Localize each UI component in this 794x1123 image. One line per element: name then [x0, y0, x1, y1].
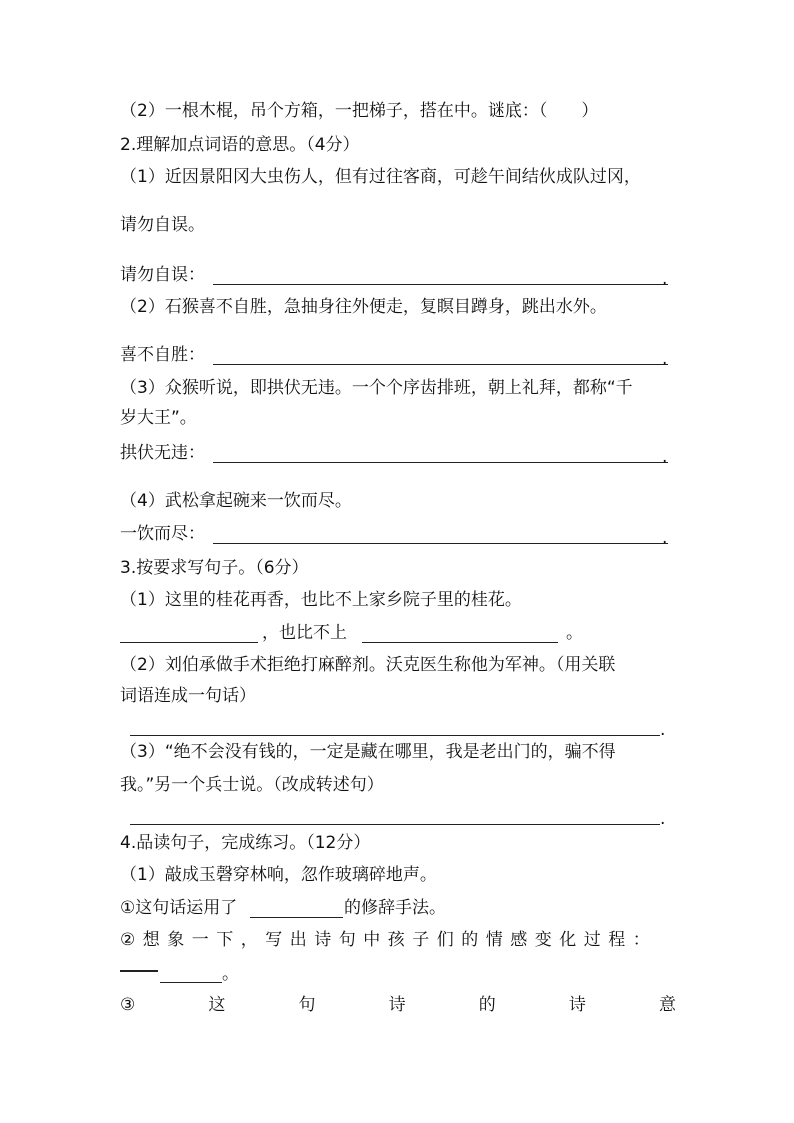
answer-blank[interactable]	[362, 642, 558, 643]
char: 的	[478, 995, 496, 1015]
question-line: ①这句话运用了	[120, 898, 238, 918]
answer-blank[interactable]	[213, 462, 668, 463]
answer-blank[interactable]	[213, 364, 668, 365]
answer-blank[interactable]	[120, 642, 258, 643]
question-line-end: 。	[222, 964, 239, 984]
question-line: （1）敲成玉磬穿林响，忽作玻璃碎地声。	[120, 865, 437, 885]
answer-blank[interactable]	[250, 917, 343, 918]
question-line: （4）武松拿起碗来一饮而尽。	[120, 491, 352, 511]
section-heading-4: 4.品读句子，完成练习。（12分）	[120, 833, 371, 853]
char: 意	[659, 995, 676, 1015]
question-line: （1）近因景阳冈大虫伤人，但有过往客商，可趁午间结伙成队过冈，	[120, 167, 641, 187]
question-line: 岁大王”。	[120, 408, 197, 428]
char: 诗	[568, 995, 586, 1015]
section-heading-3: 3.按要求写句子。（6分）	[120, 558, 309, 578]
end-dot: .	[662, 269, 668, 289]
end-dot: .	[660, 720, 666, 740]
char: 诗	[388, 995, 406, 1015]
question-line-justified	[120, 994, 676, 1016]
sentence-middle: ，也比不上	[262, 623, 347, 643]
answer-label: 拱伏无违：	[120, 443, 205, 463]
question-line: （3）“绝不会没有钱的，一定是藏在哪里，我是老出门的，骗不得	[120, 742, 616, 762]
answer-blank[interactable]	[130, 824, 660, 825]
sentence-end: 。	[566, 623, 583, 643]
question-line: （2）石猴喜不自胜，急抽身往外便走，复瞑目蹲身，跳出水外。	[120, 297, 607, 317]
question-line: （2）刘伯承做手术拒绝打麻醉剂。沃克医生称他为军神。（用关联	[120, 655, 616, 675]
char: 这	[208, 995, 226, 1015]
end-dot: .	[662, 528, 668, 548]
end-dot: .	[662, 349, 668, 369]
question-line: 词语连成一句话）	[120, 686, 256, 706]
question-line: （1）这里的桂花再香，也比不上家乡院子里的桂花。	[120, 590, 522, 610]
question-line: 我。”另一个兵士说。（改成转述句）	[120, 775, 384, 795]
answer-label: 请勿自误：	[120, 265, 205, 285]
char: 句	[298, 995, 316, 1015]
answer-blank[interactable]	[120, 970, 158, 972]
answer-blank[interactable]	[130, 735, 660, 736]
answer-label: 一饮而尽：	[120, 524, 205, 544]
question-line: （2）一根木棍，吊个方箱，一把梯子，搭在中。谜底：（ ）	[120, 101, 599, 121]
end-dot: .	[660, 809, 666, 829]
question-line: ②想象一下，写出诗句中孩子们的情感变化过程：	[120, 930, 658, 950]
end-dot: .	[662, 447, 668, 467]
section-heading-2: 2.理解加点词语的意思。（4分）	[120, 135, 360, 155]
question-line: （3）众猴听说，即拱伏无违。一个个序齿排班，朝上礼拜，都称“千	[120, 378, 633, 398]
answer-blank[interactable]	[213, 284, 668, 285]
char: ③	[120, 995, 136, 1015]
question-line-end: 的修辞手法。	[344, 898, 446, 918]
answer-label: 喜不自胜：	[120, 345, 205, 365]
question-line: 请勿自误。	[120, 215, 205, 235]
answer-blank[interactable]	[160, 982, 222, 983]
answer-blank[interactable]	[213, 543, 668, 544]
